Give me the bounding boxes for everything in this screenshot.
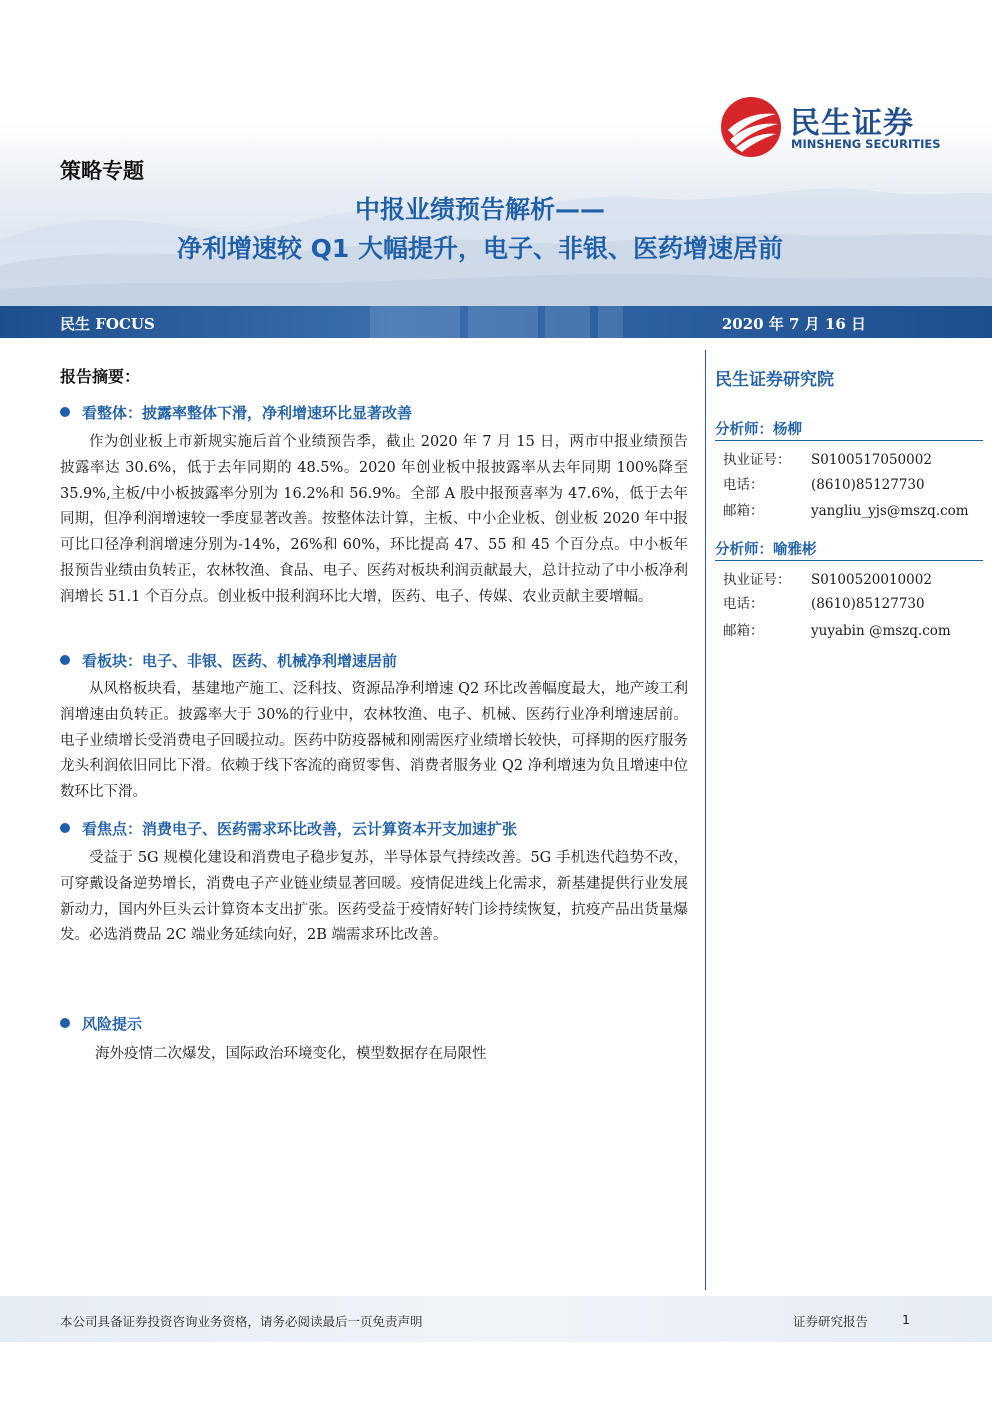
report-title-line2: 净利增速较 Q1 大幅提升，电子、非银、医药增速居前 [176, 234, 784, 263]
section-body-sectors: 从风格板块看，基建地产施工、泛科技、资源品净利增速 Q2 环比改善幅度最大，地产竣工利润增速由负转正。披露率大于 30%的行业中，农林牧渔、电子、机械、医药行业净利增速居前。电子业绩增长受消费电子回暖拉动。医药中防疫器械和刚需医疗业绩增长较快，可择期的医疗服务龙头利润依旧同比下滑。依赖于线下客流的商贸零售、消费者服务业 Q2 净利增速为负且增速中位数环比下滑。 [60, 681, 688, 801]
focus-label: 民生 FOCUS [60, 315, 155, 333]
focus-band [0, 306, 992, 338]
analyst-email[interactable]: 邮箱： yangliu_yjs@mszq.com [723, 503, 969, 519]
page-number: 1 [902, 1312, 910, 1327]
analyst-title: 分析师：杨柳 [715, 418, 983, 441]
report-title-line1: 中报业绩预告解析—— [354, 195, 605, 224]
institute-name: 民生证券研究院 [715, 370, 834, 390]
minsheng-logo-icon [720, 96, 782, 158]
analyst-license: 执业证号： S0100517050002 [723, 452, 932, 468]
section-body-focus: 受益于 5G 规模化建设和消费电子稳步复苏，半导体景气持续改善。5G 手机迭代趋势不改，可穿戴设备逆势增长，消费电子产业链业绩显著回暖。疫情促进线上化需求，新基建提供行业发展新动力，国内外巨头云计算资本支出扩张。医药受益于疫情好转门诊持续恢复，抗疫产品出货量爆发。必选消费品 2C 端业务延续向好，2B 端需求环比改善。 [60, 850, 688, 944]
page-footer [0, 1296, 992, 1342]
footer-doc-type: 证券研究报告 [793, 1314, 869, 1329]
column-divider [705, 350, 706, 1290]
report-date: 2020 年 7 月 16 日 [721, 315, 866, 333]
report-category: 策略专题 [60, 158, 144, 183]
section-body-overall: 作为创业板上市新规实施后首个业绩预告季，截止 2020 年 7 月 15 日，两市中报业绩预告披露率达 30.6%，低于去年同期的 48.5%。2020 年创业板中报披露率从去年同期 100%降至 35.9%,主板/中小板披露率分别为 16.2%和 56.9%。全部 A 股中报预喜率为 47.6%，低于去年同期，但净利润增速较一季度显著改善。按整体法计算，主板、中小企业板、创业板 2020 年中报可比口径净利润增速分别为-14%，26%和 60%，环比提高 47、55 和 45 个百分点。中小板年报预告业绩由负转正，农林牧渔、食品、电子、医药对板块利润贡献最大，总计拉动了中小板净利润增长 51.1 个百分点。创业板中报利润环比大增，医药、电子、传媒、农业贡献主要增幅。 [60, 434, 688, 605]
section-heading-sectors: 看板块：电子、非银、医药、机械净利增速居前 [60, 650, 397, 671]
brand-logo [720, 96, 950, 158]
bullet-icon [60, 823, 70, 833]
footer-disclaimer: 本公司具备证券投资咨询业务资格，请务必阅读最后一页免责声明 [60, 1314, 423, 1329]
bullet-icon [60, 407, 70, 417]
risk-body: 海外疫情二次爆发，国际政治环境变化，模型数据存在局限性 [95, 1046, 487, 1062]
analyst-title: 分析师：喻雅彬 [715, 538, 983, 561]
brand-name-cn: 民生证券 [790, 106, 914, 141]
section-heading-focus: 看焦点：消费电子、医药需求环比改善，云计算资本开支加速扩张 [60, 818, 517, 839]
bullet-icon [60, 1018, 70, 1028]
bullet-icon [60, 655, 70, 665]
analyst-license: 执业证号： S0100520010002 [723, 572, 932, 588]
analyst-phone: 电话： (8610)85127730 [723, 477, 925, 493]
section-heading-risk: 风险提示 [60, 1013, 142, 1034]
analyst-phone: 电话： (8610)85127730 [723, 596, 925, 612]
brand-name-en: MINSHENG SECURITIES [791, 137, 941, 151]
section-heading-overall: 看整体：披露率整体下滑，净利增速环比显著改善 [60, 402, 412, 423]
analyst-email[interactable]: 邮箱： yuyabin @mszq.com [723, 623, 951, 639]
summary-label: 报告摘要： [60, 367, 141, 386]
